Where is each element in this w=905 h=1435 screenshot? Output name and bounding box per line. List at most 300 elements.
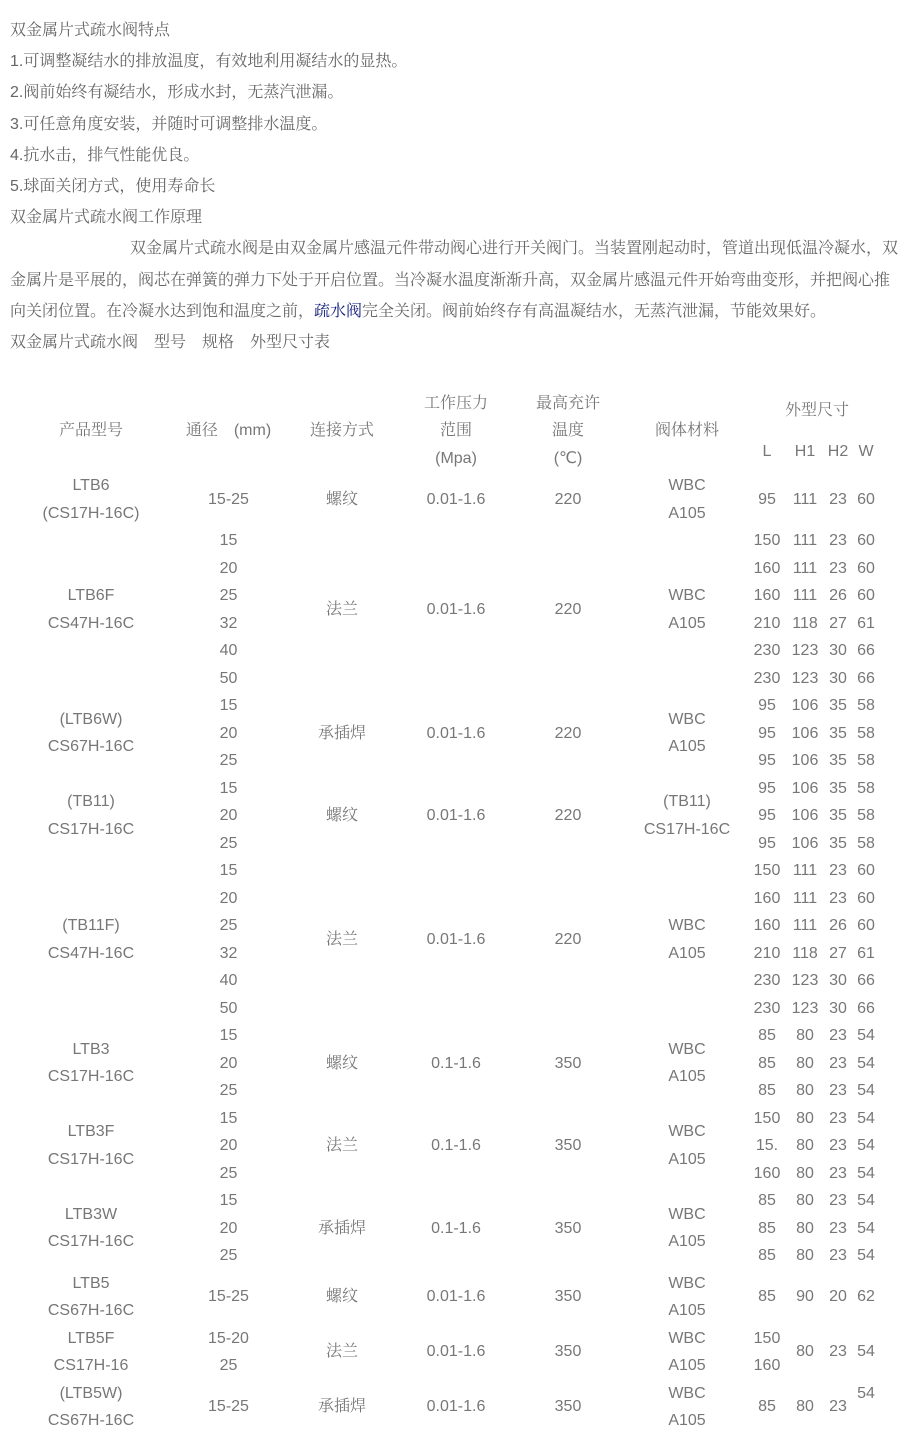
material-cell: [623, 472, 751, 527]
dim-h1-value-text: 106: [791, 807, 819, 824]
dim-h2-value: [827, 802, 849, 830]
dn-value: [172, 1050, 285, 1078]
dim-l-value-text: 85: [758, 1288, 776, 1306]
dim-h2-value-text: 20: [829, 1288, 847, 1306]
dim-h1-value: [783, 802, 827, 830]
dim-h1-value-text: 80: [796, 1164, 814, 1182]
dim-l-value: [751, 1187, 783, 1215]
header-dimensions-label: 外型尺寸: [784, 401, 849, 419]
dim-l-value: [751, 527, 783, 555]
dim-h1-value-text: 80: [796, 1082, 814, 1099]
dim-w-value: [849, 1132, 883, 1160]
dim-l-value: [751, 582, 783, 610]
header-dn: [172, 390, 285, 472]
model-cell-text: CS17H-16C: [47, 820, 135, 838]
dim-l-value-text: 85: [758, 1027, 776, 1044]
dim-h1-value: [783, 1105, 827, 1133]
dim-h1-value: [783, 747, 827, 775]
dim-h2-value: [827, 720, 849, 748]
dim-w-value-text: 54: [857, 1164, 875, 1182]
temperature-cell: [513, 1380, 623, 1435]
dim-l-value-text: 15.: [755, 1137, 779, 1154]
dn-value-text: 20: [219, 1137, 238, 1154]
dim-l-value: [751, 1050, 783, 1078]
dim-w-value: [849, 967, 883, 995]
dim-h2-value-text: 23: [829, 1192, 847, 1209]
material-cell-text: WBC: [668, 1123, 706, 1141]
dim-l-value-text: 95: [758, 697, 776, 714]
header-temperature: [513, 390, 623, 472]
material-cell: [623, 1325, 751, 1380]
dim-l-value: [751, 1022, 783, 1050]
material-cell-text: WBC: [668, 710, 706, 728]
dim-w-value: [849, 1160, 883, 1188]
material-cell: [623, 1187, 751, 1270]
dim-h1-value: [783, 692, 827, 720]
dim-w-value-text: 54: [857, 1384, 875, 1402]
dim-w-value: [849, 995, 883, 1023]
dim-l-value-text: 160: [753, 587, 781, 604]
dim-h2-value: [827, 1187, 849, 1215]
material-cell-text: (TB11): [663, 793, 711, 811]
model-cell: [10, 775, 172, 858]
temperature-cell: [513, 472, 623, 527]
feature-item-5: 5.球面关闭方式，使用寿命长: [10, 177, 216, 195]
dim-h2-value: [827, 967, 849, 995]
dn-value: [172, 692, 285, 720]
dn-value-text: 15-20: [208, 1329, 249, 1347]
dim-h1-value-text: 106: [791, 697, 819, 714]
temperature-cell-text: 220: [554, 600, 582, 618]
dim-l-value-text: 85: [758, 1192, 776, 1209]
dim-h1-value: [783, 1215, 827, 1243]
pressure-cell-text: 0.01-1.6: [426, 724, 486, 742]
dim-h2-value: [827, 1325, 849, 1380]
dim-h2-value: [827, 692, 849, 720]
pressure-cell: [399, 1325, 513, 1380]
dim-h2-value: [827, 830, 849, 858]
dim-h1-value-text: 80: [796, 1054, 814, 1072]
dim-w-value-text: 54: [857, 1219, 875, 1237]
material-cell-text: A105: [668, 1150, 706, 1168]
dn-value: [172, 555, 285, 583]
steam-trap-link[interactable]: 疏水阀: [314, 302, 363, 320]
dim-h2-value-text: 30: [829, 972, 847, 989]
dim-w-value-text: 62: [857, 1288, 875, 1306]
header-dim-h1-label: H1: [794, 442, 816, 460]
temperature-cell-text: 350: [554, 1054, 582, 1072]
pressure-cell-text: 0.1-1.6: [431, 1137, 481, 1154]
header-material: [623, 390, 751, 472]
pressure-cell: [399, 1187, 513, 1270]
material-cell-text: WBC: [668, 1329, 706, 1347]
dn-value-text: 20: [219, 889, 238, 907]
principle-line-3-before-link: 向关闭位置。在冷凝水达到饱和温度之前，: [10, 302, 315, 320]
principle-line-3: [10, 296, 903, 327]
dim-l-value-text: 230: [753, 972, 781, 989]
dn-value-text: 25: [219, 587, 238, 604]
dim-h2-value: [827, 472, 849, 527]
dim-l-value: [751, 1270, 783, 1325]
dim-h1-value: [783, 967, 827, 995]
temperature-cell-text: 350: [554, 1288, 582, 1306]
header-connection-label: 连接方式: [309, 422, 374, 440]
dn-value: [172, 995, 285, 1023]
header-dim-l-label: L: [762, 442, 772, 460]
dim-w-value: [849, 802, 883, 830]
header-temperature-line: 最高充许: [535, 394, 600, 412]
dim-h2-value-text: 35: [829, 697, 847, 714]
dim-l-value: [751, 775, 783, 803]
material-cell-text: WBC: [668, 1274, 706, 1292]
dn-value: [172, 1352, 285, 1380]
dim-h2-value-text: 23: [829, 1247, 847, 1264]
dim-h2-value-text: 23: [829, 889, 847, 907]
material-cell: [623, 857, 751, 1022]
pressure-cell-text: 0.01-1.6: [426, 1343, 486, 1361]
dim-h1-value: [783, 555, 827, 583]
dn-value: [172, 527, 285, 555]
connection-cell: [285, 1325, 399, 1380]
dn-value-text: 25: [219, 834, 238, 852]
model-cell-text: LTB5F: [67, 1329, 115, 1347]
dim-h1-value-text: 106: [791, 779, 819, 797]
temperature-cell: [513, 527, 623, 692]
dn-value-text: 15: [219, 1027, 238, 1044]
temperature-cell-text: 220: [554, 930, 582, 948]
dn-value-text: 25: [219, 1082, 238, 1099]
pressure-cell: [399, 1022, 513, 1105]
dn-value: [172, 472, 285, 527]
dim-w-value-text: 58: [857, 834, 875, 852]
model-cell-text: CS17H-16C: [47, 1233, 135, 1251]
dim-w-value-text: 66: [857, 642, 875, 659]
dim-h2-value-text: 23: [829, 490, 847, 508]
dim-h2-value-text: 23: [829, 532, 847, 549]
dim-l-value: [751, 857, 783, 885]
connection-cell-text: 法兰: [325, 600, 358, 618]
dn-value: [172, 1380, 285, 1435]
dim-h2-value: [827, 1380, 849, 1435]
dim-w-value: [849, 857, 883, 885]
dim-l-value-text: 95: [758, 490, 776, 508]
dn-value: [172, 1270, 285, 1325]
dim-h2-value-text: 35: [829, 724, 847, 742]
dim-h2-value-text: 23: [829, 1164, 847, 1182]
dim-h1-value: [783, 1187, 827, 1215]
header-connection: [285, 390, 399, 472]
temperature-cell: [513, 1325, 623, 1380]
material-cell-text: A105: [668, 1233, 706, 1251]
dn-value-text: 15: [219, 1109, 238, 1127]
dim-w-value: [849, 692, 883, 720]
material-cell: [623, 1380, 751, 1435]
dim-l-value-text: 230: [753, 999, 781, 1017]
dim-h1-value-text: 111: [792, 587, 818, 604]
dim-l-value-text: 160: [753, 889, 781, 907]
dim-l-value-text: 150: [753, 1329, 781, 1347]
pressure-cell-text: 0.01-1.6: [426, 1398, 486, 1416]
dim-l-value: [751, 1352, 783, 1380]
dim-h2-value-text: 30: [829, 669, 847, 687]
model-cell: [10, 1380, 172, 1435]
dim-h2-value: [827, 1132, 849, 1160]
model-cell-text: CS17H-16C: [47, 1068, 135, 1086]
principle-line-3-after-link: 完全关闭。阀前始终存有高温凝结水，无蒸汽泄漏，节能效果好。: [362, 302, 827, 320]
dim-l-value: [751, 802, 783, 830]
dim-h2-value: [827, 1105, 849, 1133]
temperature-cell-text: 220: [554, 490, 582, 508]
header-dimensions: [751, 390, 883, 431]
dn-value-text: 15: [219, 1192, 238, 1209]
header-dim-h2-label: H2: [827, 442, 849, 460]
dim-h2-value-text: 35: [829, 779, 847, 797]
dim-w-value-text: 60: [857, 889, 875, 907]
dim-l-value-text: 95: [758, 779, 776, 797]
dn-value: [172, 1022, 285, 1050]
dim-w-value-text: 66: [857, 669, 875, 687]
model-cell-text: LTB3W: [64, 1205, 118, 1223]
connection-cell: [285, 692, 399, 775]
principle-line-1: 双金属片式疏水阀是由双金属片感温元件带动阀心进行开关阀门。当装置刚起动时，管道出现低温冷凝水，双: [130, 240, 899, 258]
model-cell: [10, 1187, 172, 1270]
dim-h2-value-text: 27: [829, 614, 847, 632]
header-pressure-line: (Mpa): [435, 449, 477, 467]
temperature-cell-text: 350: [554, 1343, 582, 1361]
material-cell-text: WBC: [668, 917, 706, 934]
dn-value: [172, 1215, 285, 1243]
dim-w-value-text: 60: [857, 490, 875, 508]
dn-value: [172, 830, 285, 858]
dim-h1-value: [783, 1050, 827, 1078]
dim-h2-value-text: 35: [829, 834, 847, 852]
dim-l-value: [751, 1105, 783, 1133]
dim-h2-value: [827, 527, 849, 555]
dim-h2-value: [827, 555, 849, 583]
dim-h1-value-text: 80: [796, 1027, 814, 1044]
dim-l-value-text: 85: [758, 1082, 776, 1099]
dim-h2-value: [827, 912, 849, 940]
header-temperature-line: 温度: [551, 422, 584, 440]
dn-value: [172, 1242, 285, 1270]
dim-w-value: [849, 940, 883, 968]
feature-item-4: 4.抗水击，排气性能优良。: [10, 146, 200, 164]
dim-l-value-text: 150: [753, 862, 781, 879]
dn-value: [172, 802, 285, 830]
dim-l-value: [751, 665, 783, 693]
dim-w-value-text: 54: [857, 1192, 875, 1209]
connection-cell-text: 法兰: [325, 1137, 358, 1154]
dim-h2-value: [827, 747, 849, 775]
dim-h1-value: [783, 527, 827, 555]
dim-l-value-text: 150: [753, 1109, 781, 1127]
dim-w-value-text: 60: [857, 587, 875, 604]
header-dim-h1: [783, 431, 827, 472]
pressure-cell: [399, 527, 513, 692]
dn-value-text: 20: [219, 559, 238, 577]
dim-h2-value-text: 23: [829, 1109, 847, 1127]
dn-value-text: 32: [219, 614, 238, 632]
dim-w-value: [849, 912, 883, 940]
dn-value: [172, 637, 285, 665]
pressure-cell: [399, 1105, 513, 1188]
connection-cell: [285, 1022, 399, 1105]
dim-l-value: [751, 1380, 783, 1435]
dim-l-value: [751, 1242, 783, 1270]
dim-w-value: [849, 830, 883, 858]
dn-value-text: 15-25: [208, 1288, 249, 1306]
dn-value-text: 15-25: [208, 1398, 249, 1416]
header-temperature-line: (℃): [553, 449, 583, 467]
connection-cell-text: 螺纹: [325, 807, 358, 824]
material-cell-text: A105: [668, 944, 706, 962]
dim-l-value: [751, 555, 783, 583]
header-pressure-line: 范围: [439, 422, 472, 440]
dim-h1-value-text: 118: [792, 944, 818, 962]
model-cell: [10, 692, 172, 775]
dn-value: [172, 1187, 285, 1215]
material-cell-text: A105: [668, 1302, 706, 1319]
connection-cell-text: 承插焊: [317, 724, 366, 742]
dim-l-value: [751, 747, 783, 775]
dim-w-value: [849, 1380, 883, 1408]
pressure-cell-text: 0.01-1.6: [426, 490, 486, 508]
model-cell-text: CS67H-16C: [47, 738, 135, 756]
connection-cell: [285, 527, 399, 692]
dim-h2-value-text: 23: [829, 1219, 847, 1237]
dim-w-value: [849, 747, 883, 775]
pressure-cell-text: 0.01-1.6: [426, 930, 486, 948]
dim-w-value-text: 61: [857, 944, 875, 962]
dim-w-value: [849, 720, 883, 748]
pressure-cell-text: 0.1-1.6: [431, 1054, 481, 1072]
model-cell-text: LTB6: [72, 477, 110, 494]
dim-l-value: [751, 610, 783, 638]
header-dn-label: 通径 (mm): [185, 422, 272, 440]
model-cell-text: CS67H-16C: [47, 1412, 135, 1429]
dim-w-value-text: 54: [857, 1027, 875, 1044]
material-cell: [623, 692, 751, 775]
material-cell-text: A105: [668, 504, 706, 522]
pressure-cell-text: 0.01-1.6: [426, 600, 486, 618]
dim-h2-value: [827, 995, 849, 1023]
feature-item-3: 3.可任意角度安装，并随时可调整排水温度。: [10, 115, 328, 133]
header-model: [10, 390, 172, 472]
material-cell-text: A105: [668, 1357, 706, 1374]
dim-w-value: [849, 610, 883, 638]
dim-l-value-text: 160: [753, 917, 781, 934]
dim-h2-value-text: 23: [829, 1082, 847, 1099]
temperature-cell: [513, 1270, 623, 1325]
connection-cell-text: 螺纹: [325, 1054, 358, 1072]
connection-cell-text: 承插焊: [317, 1398, 366, 1416]
dim-h2-value-text: 23: [829, 1137, 847, 1154]
dim-h1-value: [783, 1242, 827, 1270]
dim-w-value: [849, 1407, 883, 1435]
intro-section: [10, 15, 903, 358]
model-cell: [10, 1105, 172, 1188]
dim-h2-value: [827, 665, 849, 693]
dim-h2-value: [827, 1242, 849, 1270]
dim-h1-value: [783, 912, 827, 940]
dim-l-value-text: 85: [758, 1247, 776, 1264]
principle-line-2: 金属片是平展的，阀芯在弹簧的弹力下处于开启位置。当冷凝水温度渐渐升高，双金属片感温元件开始弯曲变形，并把阀心推: [10, 271, 891, 289]
dn-value-text: 40: [219, 972, 238, 989]
dim-w-value: [849, 665, 883, 693]
dim-w-value-text: 58: [857, 779, 875, 797]
dim-h1-value: [783, 610, 827, 638]
dim-w-value-text: 54: [857, 1109, 875, 1127]
dim-h1-value: [783, 665, 827, 693]
material-cell: [623, 527, 751, 692]
dim-h1-value: [783, 885, 827, 913]
header-pressure-line: 工作压力: [423, 394, 488, 412]
dim-h2-value-text: 30: [829, 999, 847, 1017]
dn-value-text: 50: [219, 999, 238, 1017]
pressure-cell: [399, 857, 513, 1022]
connection-cell: [285, 1187, 399, 1270]
connection-cell: [285, 857, 399, 1022]
dim-l-value-text: 85: [758, 1398, 776, 1416]
dim-l-value-text: 210: [753, 944, 781, 962]
model-cell-text: CS47H-16C: [47, 944, 135, 962]
dim-h2-value-text: 26: [829, 917, 847, 934]
header-dim-h2: [827, 431, 849, 472]
dim-w-value: [849, 555, 883, 583]
model-cell-text: (LTB6W): [59, 710, 123, 728]
dn-value: [172, 857, 285, 885]
dim-w-value: [849, 885, 883, 913]
model-cell-text: (TB11F): [62, 917, 120, 934]
dim-h1-value-text: 106: [791, 752, 819, 769]
temperature-cell-text: 350: [554, 1398, 582, 1416]
temperature-cell-text: 350: [554, 1219, 582, 1237]
dn-value-text: 25: [219, 1357, 238, 1374]
connection-cell: [285, 1270, 399, 1325]
temperature-cell: [513, 857, 623, 1022]
model-cell-text: LTB3: [72, 1040, 110, 1058]
dn-value-text: 20: [219, 1219, 238, 1237]
dim-h2-value: [827, 1160, 849, 1188]
dim-l-value: [751, 472, 783, 527]
dn-value-text: 40: [219, 642, 238, 659]
dim-h1-value-text: 80: [796, 1137, 814, 1154]
dn-value-text: 25: [219, 917, 238, 934]
dim-w-value-text: 58: [857, 697, 875, 714]
material-cell-text: WBC: [668, 1040, 706, 1058]
dim-l-value: [751, 912, 783, 940]
dim-l-value-text: 160: [753, 1357, 781, 1374]
dn-value-text: 50: [219, 669, 238, 687]
pressure-cell-text: 0.01-1.6: [426, 807, 486, 824]
dim-h2-value: [827, 582, 849, 610]
dim-h2-value-text: 23: [829, 1054, 847, 1072]
dim-h1-value-text: 80: [796, 1109, 814, 1127]
dim-l-value: [751, 885, 783, 913]
dim-w-value-text: 58: [857, 807, 875, 824]
dn-value-text: 20: [219, 1054, 238, 1072]
header-dim-w-label: W: [858, 442, 874, 460]
dim-h1-value: [783, 1132, 827, 1160]
temperature-cell: [513, 1022, 623, 1105]
dim-w-value: [849, 1187, 883, 1215]
dim-l-value-text: 95: [758, 834, 776, 852]
dim-h2-value: [827, 610, 849, 638]
dim-l-value-text: 210: [753, 614, 781, 632]
material-cell: [623, 775, 751, 858]
header-pressure: [399, 390, 513, 472]
temperature-cell: [513, 692, 623, 775]
